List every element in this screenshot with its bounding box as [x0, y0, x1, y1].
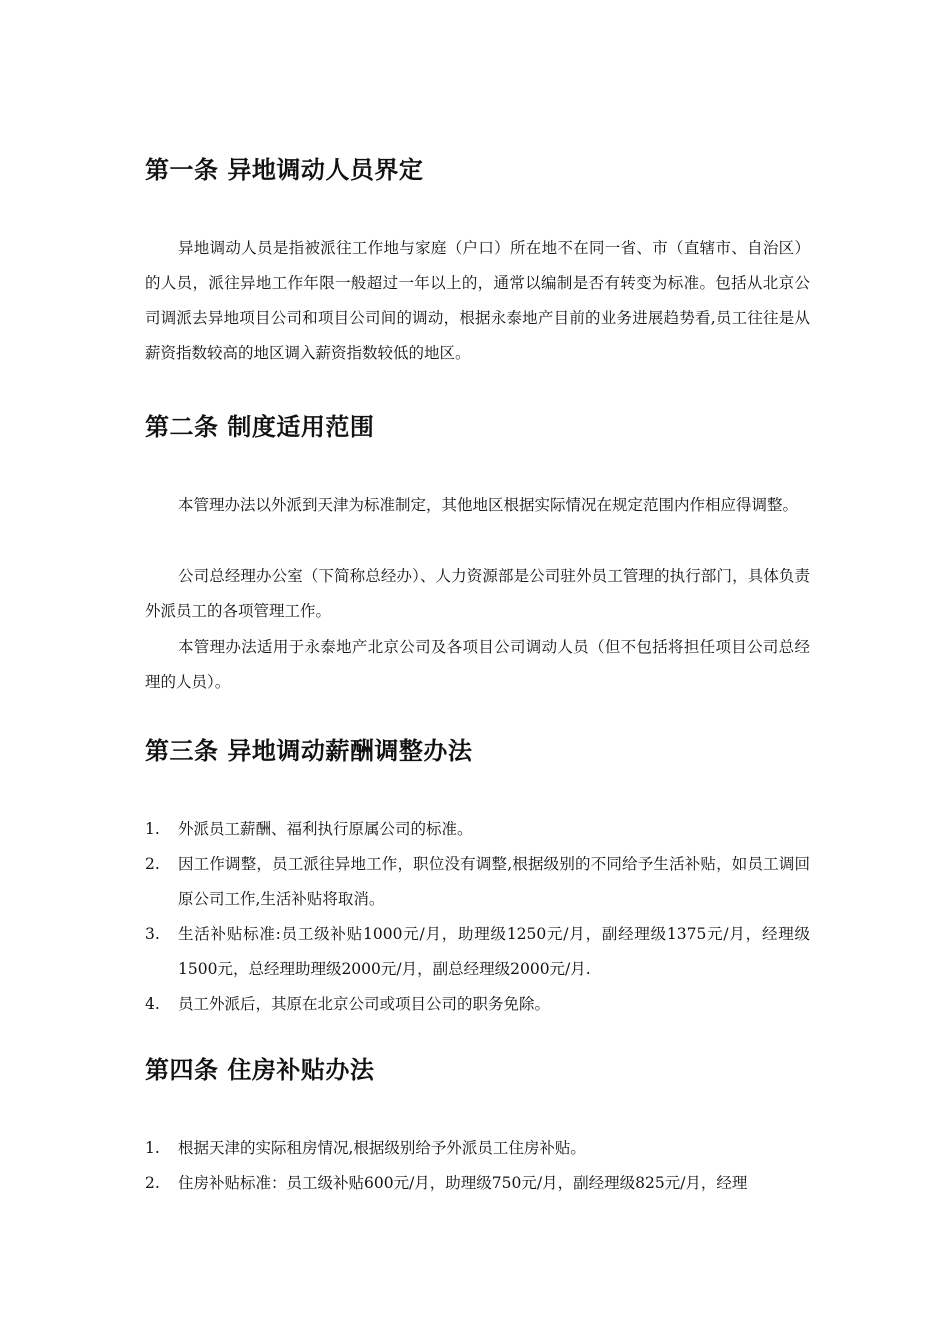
- list-item: [145, 1131, 810, 1166]
- section-paragraph: 异地调动人员是指被派往工作地与家庭（户口）所在地不在同一省、市（直辖市、自治区）的人员，派往异地工作年限一般超过一年以上的，通常以编制是否有转变为标准。包括从北京公司调派去异地项目公司和项目公司间的调动，根据永泰地产目前的业务进展趋势看,员工往往是从薪资指数较高的地区调入薪资指数较低的地区。: [145, 239, 810, 362]
- list-item: [145, 812, 810, 847]
- list-text: 生活补贴标准:员工级补贴1000元/月，助理级1250元/月，副经理级1375元/月，经理级1500元，总经理助理级2000元/月，副总经理级2000元/月.: [178, 925, 810, 978]
- list-number: 1.: [145, 1139, 160, 1157]
- list-number: 3.: [145, 925, 160, 943]
- list-number: 4.: [145, 995, 160, 1013]
- list-text: 根据天津的实际租房情况,根据级别给予外派员工住房补贴。: [178, 1139, 586, 1157]
- list-number: 2.: [145, 1174, 160, 1192]
- section-heading: 第三条 异地调动薪酬调整办法: [145, 737, 473, 765]
- list-item: [145, 917, 810, 987]
- section-paragraph: 公司总经理办公室（下简称总经办）、人力资源部是公司驻外员工管理的执行部门，具体负责外派员工的各项管理工作。: [145, 567, 810, 620]
- numbered-list: [145, 812, 810, 1022]
- list-item: [145, 847, 810, 917]
- section-paragraph: 本管理办法以外派到天津为标准制定，其他地区根据实际情况在规定范围内作相应得调整。: [178, 496, 799, 514]
- list-item: [145, 987, 810, 1022]
- numbered-list: [145, 1131, 810, 1201]
- section-heading: 第四条 住房补贴办法: [145, 1056, 375, 1084]
- list-item: [145, 1166, 810, 1201]
- section-paragraph: 本管理办法适用于永泰地产北京公司及各项目公司调动人员（但不包括将担任项目公司总经理的人员）。: [145, 638, 810, 691]
- list-number: 2.: [145, 855, 160, 873]
- list-text: 因工作调整，员工派往异地工作，职位没有调整,根据级别的不同给予生活补贴，如员工调回原公司工作,生活补贴将取消。: [178, 855, 810, 908]
- list-text: 员工外派后，其原在北京公司或项目公司的职务免除。: [178, 995, 551, 1013]
- list-number: 1.: [145, 820, 160, 838]
- list-text: 外派员工薪酬、福利执行原属公司的标准。: [178, 820, 473, 838]
- section-heading: 第二条 制度适用范围: [145, 413, 375, 441]
- list-text: 住房补贴标准：员工级补贴600元/月，助理级750元/月，副经理级825元/月，经理: [178, 1174, 748, 1192]
- section-heading: 第一条 异地调动人员界定: [145, 156, 424, 184]
